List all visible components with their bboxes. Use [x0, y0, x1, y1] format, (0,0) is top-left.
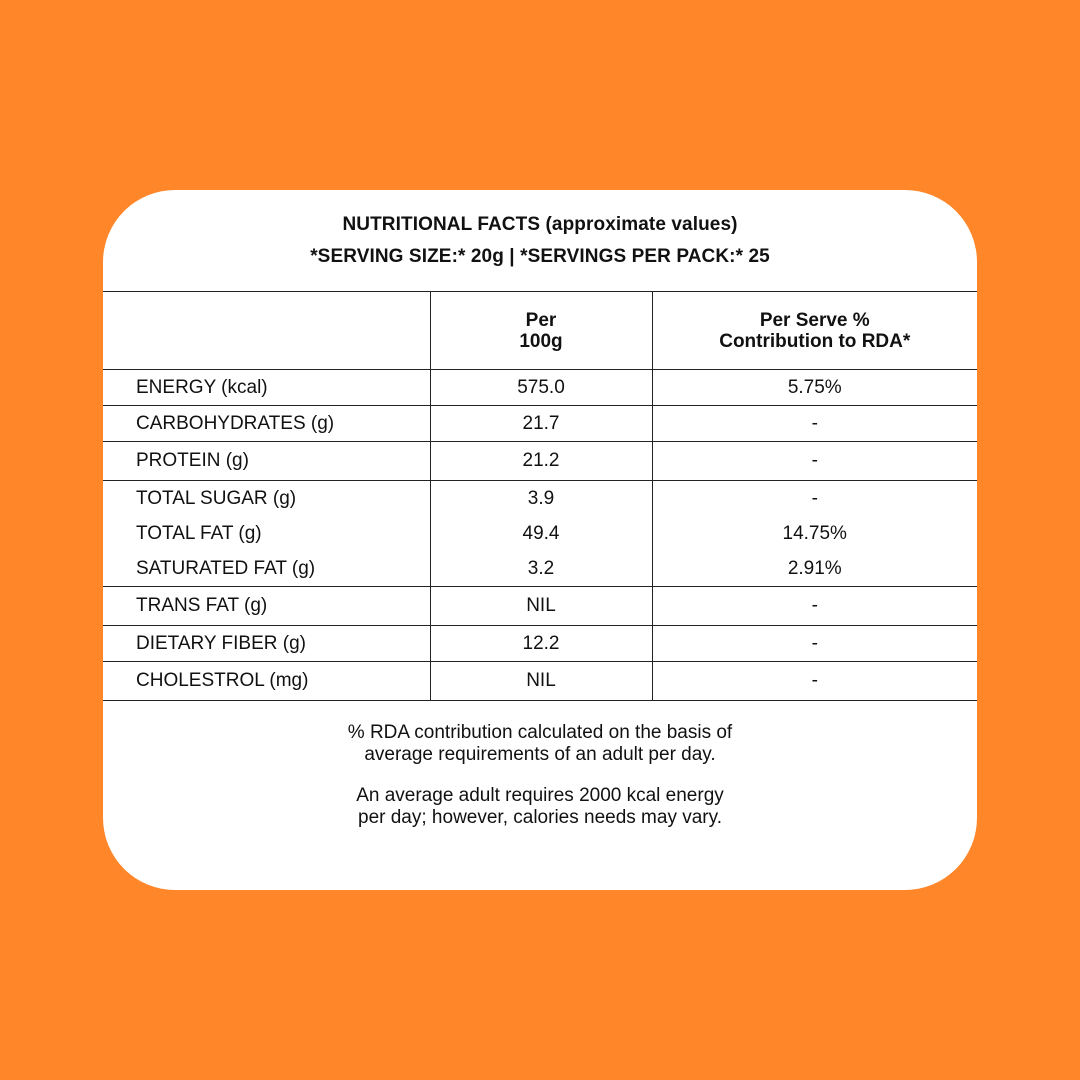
row-per100: 21.7 — [430, 406, 652, 442]
row-label: DIETARY FIBER (g) — [103, 626, 430, 662]
row-per100: NIL — [430, 587, 652, 626]
row-per100: 21.2 — [430, 442, 652, 481]
serving-info: *SERVING SIZE:* 20g | *SERVINGS PER PACK:* 25 — [310, 246, 770, 267]
rda-note-line1: % RDA contribution calculated on the basis of — [347, 722, 733, 743]
table-row — [103, 370, 977, 406]
table-header-row — [103, 292, 977, 370]
row-label: CARBOHYDRATES (g) — [103, 406, 430, 442]
nutrition-title: NUTRITIONAL FACTS (approximate values) — [342, 214, 738, 235]
header-per-100g-line1: Per — [525, 309, 557, 331]
row-rda: - — [652, 587, 977, 626]
table-row — [103, 662, 977, 701]
row-label: SATURATED FAT (g) — [103, 551, 430, 587]
calorie-note-line1: An average adult requires 2000 kcal energy — [356, 785, 724, 806]
row-label: TOTAL FAT (g) — [103, 516, 430, 551]
rda-note-line2: average requirements of an adult per day. — [364, 744, 716, 765]
row-label: TRANS FAT (g) — [103, 587, 430, 626]
row-per100: 49.4 — [430, 516, 652, 551]
row-rda: - — [652, 662, 977, 701]
table-row — [103, 551, 977, 587]
header-rda-line1: Per Serve % — [759, 309, 870, 331]
row-rda: - — [811, 487, 818, 509]
table-row — [103, 406, 977, 442]
rda-note — [103, 722, 977, 766]
row-rda: - — [652, 442, 977, 481]
row-per100: NIL — [430, 662, 652, 701]
row-rda: 5.75% — [652, 370, 977, 406]
row-rda: 14.75% — [782, 522, 847, 544]
row-label: ENERGY (kcal) — [103, 370, 430, 406]
header-per-100g-line2: 100g — [519, 330, 563, 352]
header-nutrient — [103, 292, 430, 370]
row-rda: 2.91% — [652, 551, 977, 587]
row-per100: 3.2 — [430, 551, 652, 587]
calorie-note-line2: per day; however, calories needs may vary. — [358, 807, 722, 828]
row-rda: - — [652, 626, 977, 662]
row-label: TOTAL SUGAR (g) — [103, 481, 430, 517]
nutrition-table — [103, 291, 977, 701]
row-label: PROTEIN (g) — [103, 442, 430, 481]
row-per100: 3.9 — [430, 481, 652, 517]
row-rda: - — [652, 406, 977, 442]
header-rda-line2: Contribution to RDA* — [719, 330, 911, 352]
header-per-100g — [430, 292, 652, 370]
table-row — [103, 516, 977, 551]
header-rda — [652, 292, 977, 370]
table-row — [103, 626, 977, 662]
table-row — [103, 587, 977, 626]
table-row — [103, 442, 977, 481]
calorie-note — [103, 785, 977, 829]
row-per100: 575.0 — [430, 370, 652, 406]
row-per100: 12.2 — [430, 626, 652, 662]
nutrition-card — [103, 190, 977, 890]
row-label: CHOLESTROL (mg) — [103, 662, 430, 701]
table-row — [103, 481, 977, 517]
